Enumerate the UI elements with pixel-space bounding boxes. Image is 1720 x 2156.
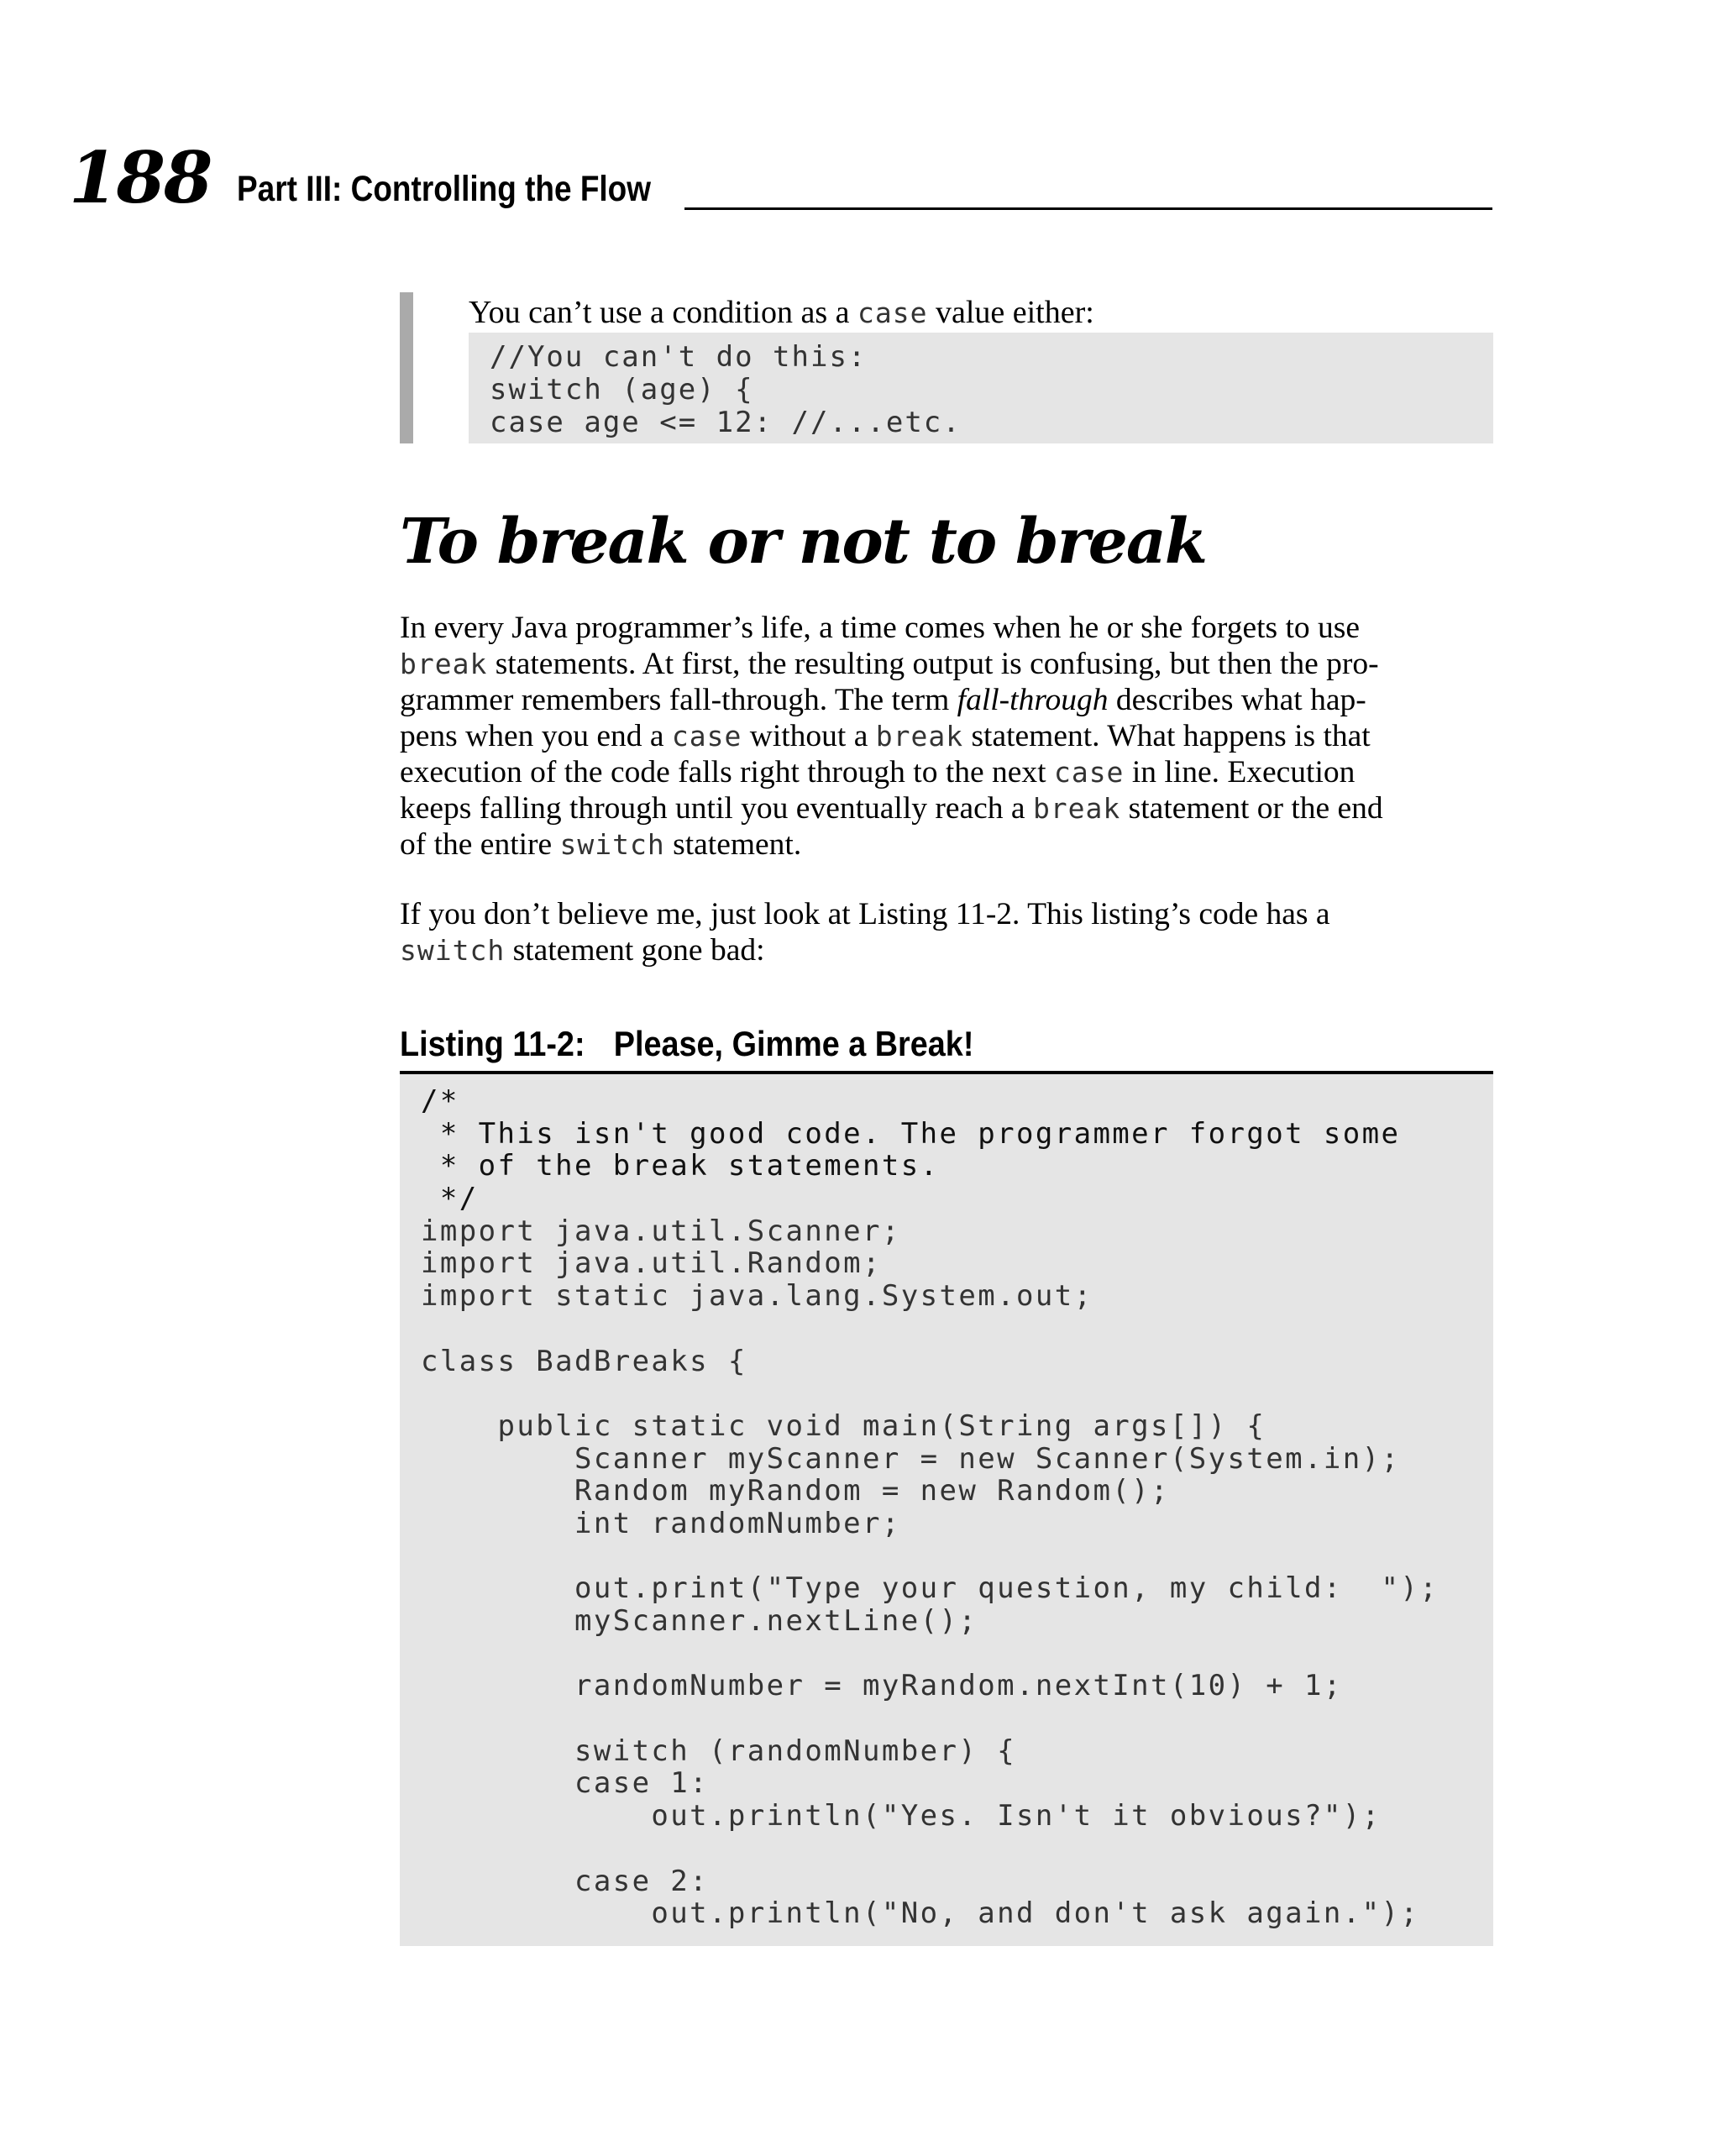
emphasis-term: fall-through <box>957 683 1109 717</box>
listing-title: Please, Gimme a Break! <box>613 1024 974 1063</box>
code-line: case 2: <box>421 1864 710 1898</box>
inline-code: switch <box>559 828 665 861</box>
text-line <box>400 610 1500 646</box>
text-line <box>400 932 1500 968</box>
sidebar-bar <box>400 292 413 443</box>
inline-code: break <box>1032 792 1121 825</box>
text-run: statement gone bad: <box>505 933 765 968</box>
code-line: Random myRandom = new Random(); <box>421 1474 1170 1508</box>
code-line: */ <box>421 1182 479 1216</box>
text-run: In every Java programmer’s life, a time comes when he or she forgets to use <box>400 611 1361 645</box>
text-run: grammer remembers fall-through. The term <box>400 683 957 717</box>
code-line: myScanner.nextLine(); <box>421 1604 978 1638</box>
code-line: * This isn't good code. The programmer forgot some <box>421 1116 1401 1151</box>
page-number: 188 <box>69 136 212 219</box>
sidebar-intro <box>469 292 1094 333</box>
code-line: import java.util.Scanner; <box>421 1214 901 1248</box>
code-line <box>421 1833 1493 1865</box>
text-run: describes what hap- <box>1108 683 1366 717</box>
code-line: case age <= 12: //...etc. <box>490 406 962 439</box>
inline-code: break <box>400 648 488 680</box>
paragraph-fall-through <box>400 610 1500 863</box>
inline-code: case <box>1053 756 1125 789</box>
code-line <box>421 1377 1493 1410</box>
listing-code-block <box>400 1074 1493 1946</box>
code-line: //You can't do this: <box>490 340 868 374</box>
inline-code: case <box>671 720 742 753</box>
text-line <box>400 896 1500 932</box>
sidebar-intro-before: You can’t use a condition as a <box>469 295 857 330</box>
text-run: execution of the code falls right through to the next <box>400 755 1054 789</box>
code-line: import static java.lang.System.out; <box>421 1279 1093 1314</box>
code-line: randomNumber = myRandom.nextInt(10) + 1; <box>421 1669 1343 1703</box>
inline-code: switch <box>400 934 506 967</box>
code-line: switch (age) { <box>490 373 754 407</box>
text-line <box>400 646 1500 682</box>
text-run: keeps falling through until you eventually reach a <box>400 791 1033 826</box>
text-run: statements. At first, the resulting output is confusing, but then the pro- <box>487 647 1379 681</box>
text-run: of the entire <box>400 827 560 862</box>
running-head: Part III: Controlling the Flow <box>237 169 652 209</box>
text-run: If you don’t believe me, just look at Listing 11-2. This listing’s code has a <box>400 897 1330 931</box>
section-heading: To break or not to break <box>400 506 1207 578</box>
sidebar-code-block <box>469 333 1493 443</box>
text-run: statement. What happens is that <box>963 719 1371 753</box>
text-line <box>400 718 1500 754</box>
code-line: out.print("Type your question, my child: "); <box>421 1571 1439 1606</box>
listing-number: Listing 11-2: <box>400 1024 585 1063</box>
code-line: public static void main(String args[]) { <box>421 1408 1266 1443</box>
code-line: * of the break statements. <box>421 1149 940 1183</box>
text-line <box>400 826 1500 863</box>
code-line: int randomNumber; <box>421 1506 901 1540</box>
code-line: Scanner myScanner = new Scanner(System.in); <box>421 1441 1401 1476</box>
code-line <box>421 1540 1493 1573</box>
sidebar-note <box>400 292 1493 443</box>
sidebar-intro-after: value either: <box>927 295 1094 330</box>
code-line: out.println("Yes. Isn't it obvious?"); <box>421 1799 1382 1833</box>
text-run: without a <box>742 719 876 753</box>
text-run: pens when you end a <box>400 719 672 753</box>
paragraph-listing-intro <box>400 896 1500 968</box>
text-line <box>400 682 1500 718</box>
sidebar-intro-code: case <box>857 296 928 329</box>
code-line: /* <box>421 1084 459 1118</box>
code-line <box>421 1702 1493 1735</box>
code-line: switch (randomNumber) { <box>421 1734 1016 1768</box>
code-line: class BadBreaks { <box>421 1344 747 1378</box>
text-run: in line. Execution <box>1124 755 1356 789</box>
inline-code: break <box>875 720 964 753</box>
code-line <box>421 1313 1493 1346</box>
code-line: out.println("No, and don't ask again."); <box>421 1896 1420 1931</box>
code-line <box>421 1638 1493 1671</box>
text-run: statement. <box>664 827 802 862</box>
code-line: import java.util.Random; <box>421 1246 882 1281</box>
text-run: statement or the end <box>1120 791 1383 826</box>
header-rule <box>684 207 1492 210</box>
text-line <box>400 790 1500 826</box>
text-line <box>400 754 1500 790</box>
listing-caption <box>400 1026 973 1062</box>
code-line: case 1: <box>421 1766 710 1801</box>
